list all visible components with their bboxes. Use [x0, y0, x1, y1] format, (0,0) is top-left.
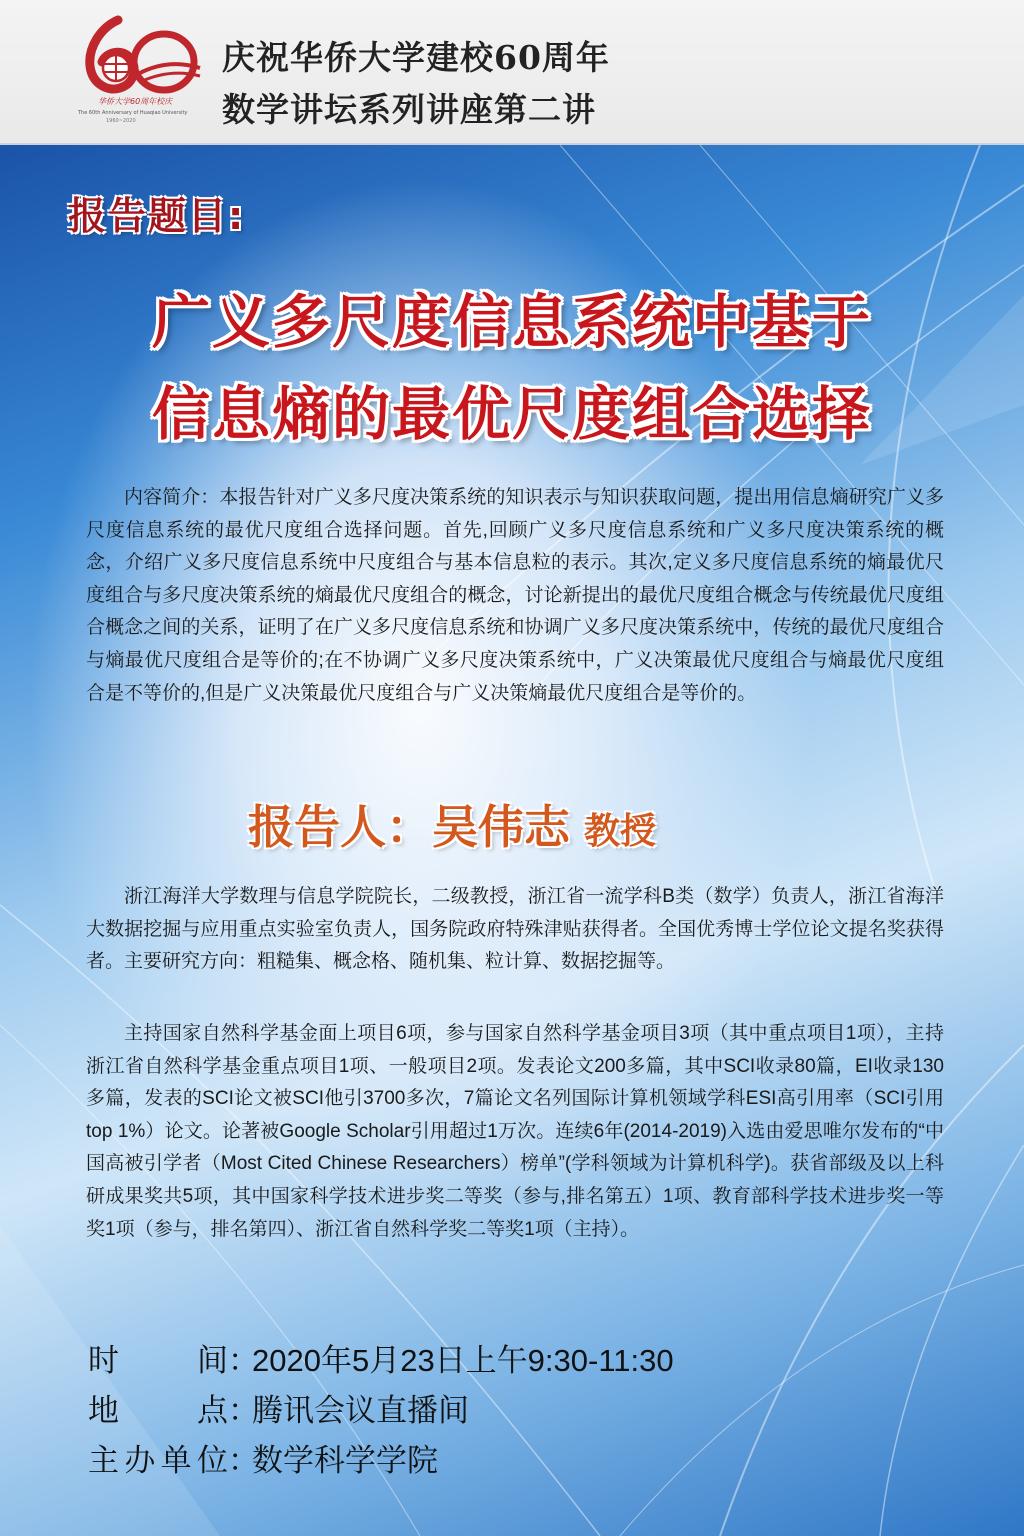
logo-caption-cn: 华侨大学60周年校庆 [98, 97, 173, 106]
topic-label: 报告题目: [68, 194, 246, 238]
info-time-label: 时间 [88, 1343, 228, 1378]
info-place [88, 1385, 469, 1430]
info-organizer-value: 数学科学学院 [252, 1443, 438, 1478]
info-organizer [88, 1435, 438, 1480]
speaker-line [248, 791, 656, 857]
speaker-name: 吴伟志 [432, 800, 570, 854]
logo-years: 1960~2020 [106, 118, 136, 124]
report-title-line-2: 信息熵的最优尺度组合选择 [151, 380, 872, 448]
info-place-label: 地点 [88, 1393, 228, 1428]
info-time [88, 1335, 674, 1380]
header-band [0, 0, 1024, 145]
abstract-paragraph: 内容简介：本报告针对广义多尺度决策系统的知识表示与知识获取问题，提出用信息熵研究广义多尺度信息系统的最优尺度组合选择问题。首先,回顾广义多尺度信息系统和广义多尺度决策系统的概念，介绍广义多尺度信息系统中尺度组合与基本信息粒的表示。其次,定义多尺度信息系统的熵最优尺度组合与多尺度决策系统的熵最优尺度组合的概念，讨论新提出的最优尺度组合概念与传统最优尺度组合概念之间的关系，证明了在广义多尺度信息系统和协调广义多尺度决策系统中，传统的最优尺度组合与熵最优尺度组合是等价的;在不协调广义多尺度决策系统中，广义决策最优尺度组合与熵最优尺度组合是不等价的,但是广义决策最优尺度组合与广义决策熵最优尺度组合是等价的。 [86, 487, 944, 704]
poster-body [0, 145, 1024, 1536]
report-title-line-1: 广义多尺度信息系统中基于 [151, 288, 872, 356]
header-title-line-1: 庆祝华侨大学建校60周年 [222, 38, 610, 77]
speaker-label: 报告人： [248, 800, 432, 854]
bio-paragraph-1: 浙江海洋大学数理与信息学院院长，二级教授，浙江省一流学科B类（数学）负责人，浙江省海洋大数据挖掘与应用重点实验室负责人，国务院政府特殊津贴获得者。全国优秀博士学位论文提名奖获得者。主要研究方向：粗糙集、概念格、随机集、粒计算、数据挖掘等。 [86, 886, 944, 973]
sixty-emblem-icon [78, 14, 202, 96]
info-place-value: 腾讯会议直播间 [252, 1393, 469, 1428]
info-organizer-label: 主办单位 [88, 1443, 228, 1478]
header-title-line-2: 数学讲坛系列讲座第二讲 [222, 90, 596, 129]
info-colon: ： [228, 1443, 259, 1478]
info-colon: ： [228, 1343, 259, 1378]
anniversary-logo [78, 14, 202, 132]
info-time-value: 2020年5月23日上午9:30-11:30 [252, 1343, 674, 1378]
info-colon: ： [228, 1393, 259, 1428]
speaker-title: 教授 [584, 810, 657, 852]
bio-paragraph-2: 主持国家自然科学基金面上项目6项，参与国家自然科学基金项目3项（其中重点项目1项），主持浙江省自然科学基金重点项目1项、一般项目2项。发表论文200多篇，其中SCI收录80篇，EI收录130多篇，发表的SCI论文被SCI他引3700多次，7篇论文名列国际计算机领域学科ESI高引用率（SCI引用top 1%）论文。论著被Google Scholar引用超过1万次。连续6年(2014-2019)入选由爱思唯尔发布的“中国高被引学者（Most Cited Chinese Researchers）榜单”(学科领域为计算机科学)。获省部级及以上科研成果奖共5项，其中国家科学技术进步奖二等奖（参与,排名第五）1项、教育部科学技术进步奖一等奖1项（参与，排名第四）、浙江省自然科学奖二等奖1项（主持）。 [86, 1023, 944, 1240]
logo-caption-en: The 60th Anniversary of Huaqiao University [78, 110, 188, 116]
